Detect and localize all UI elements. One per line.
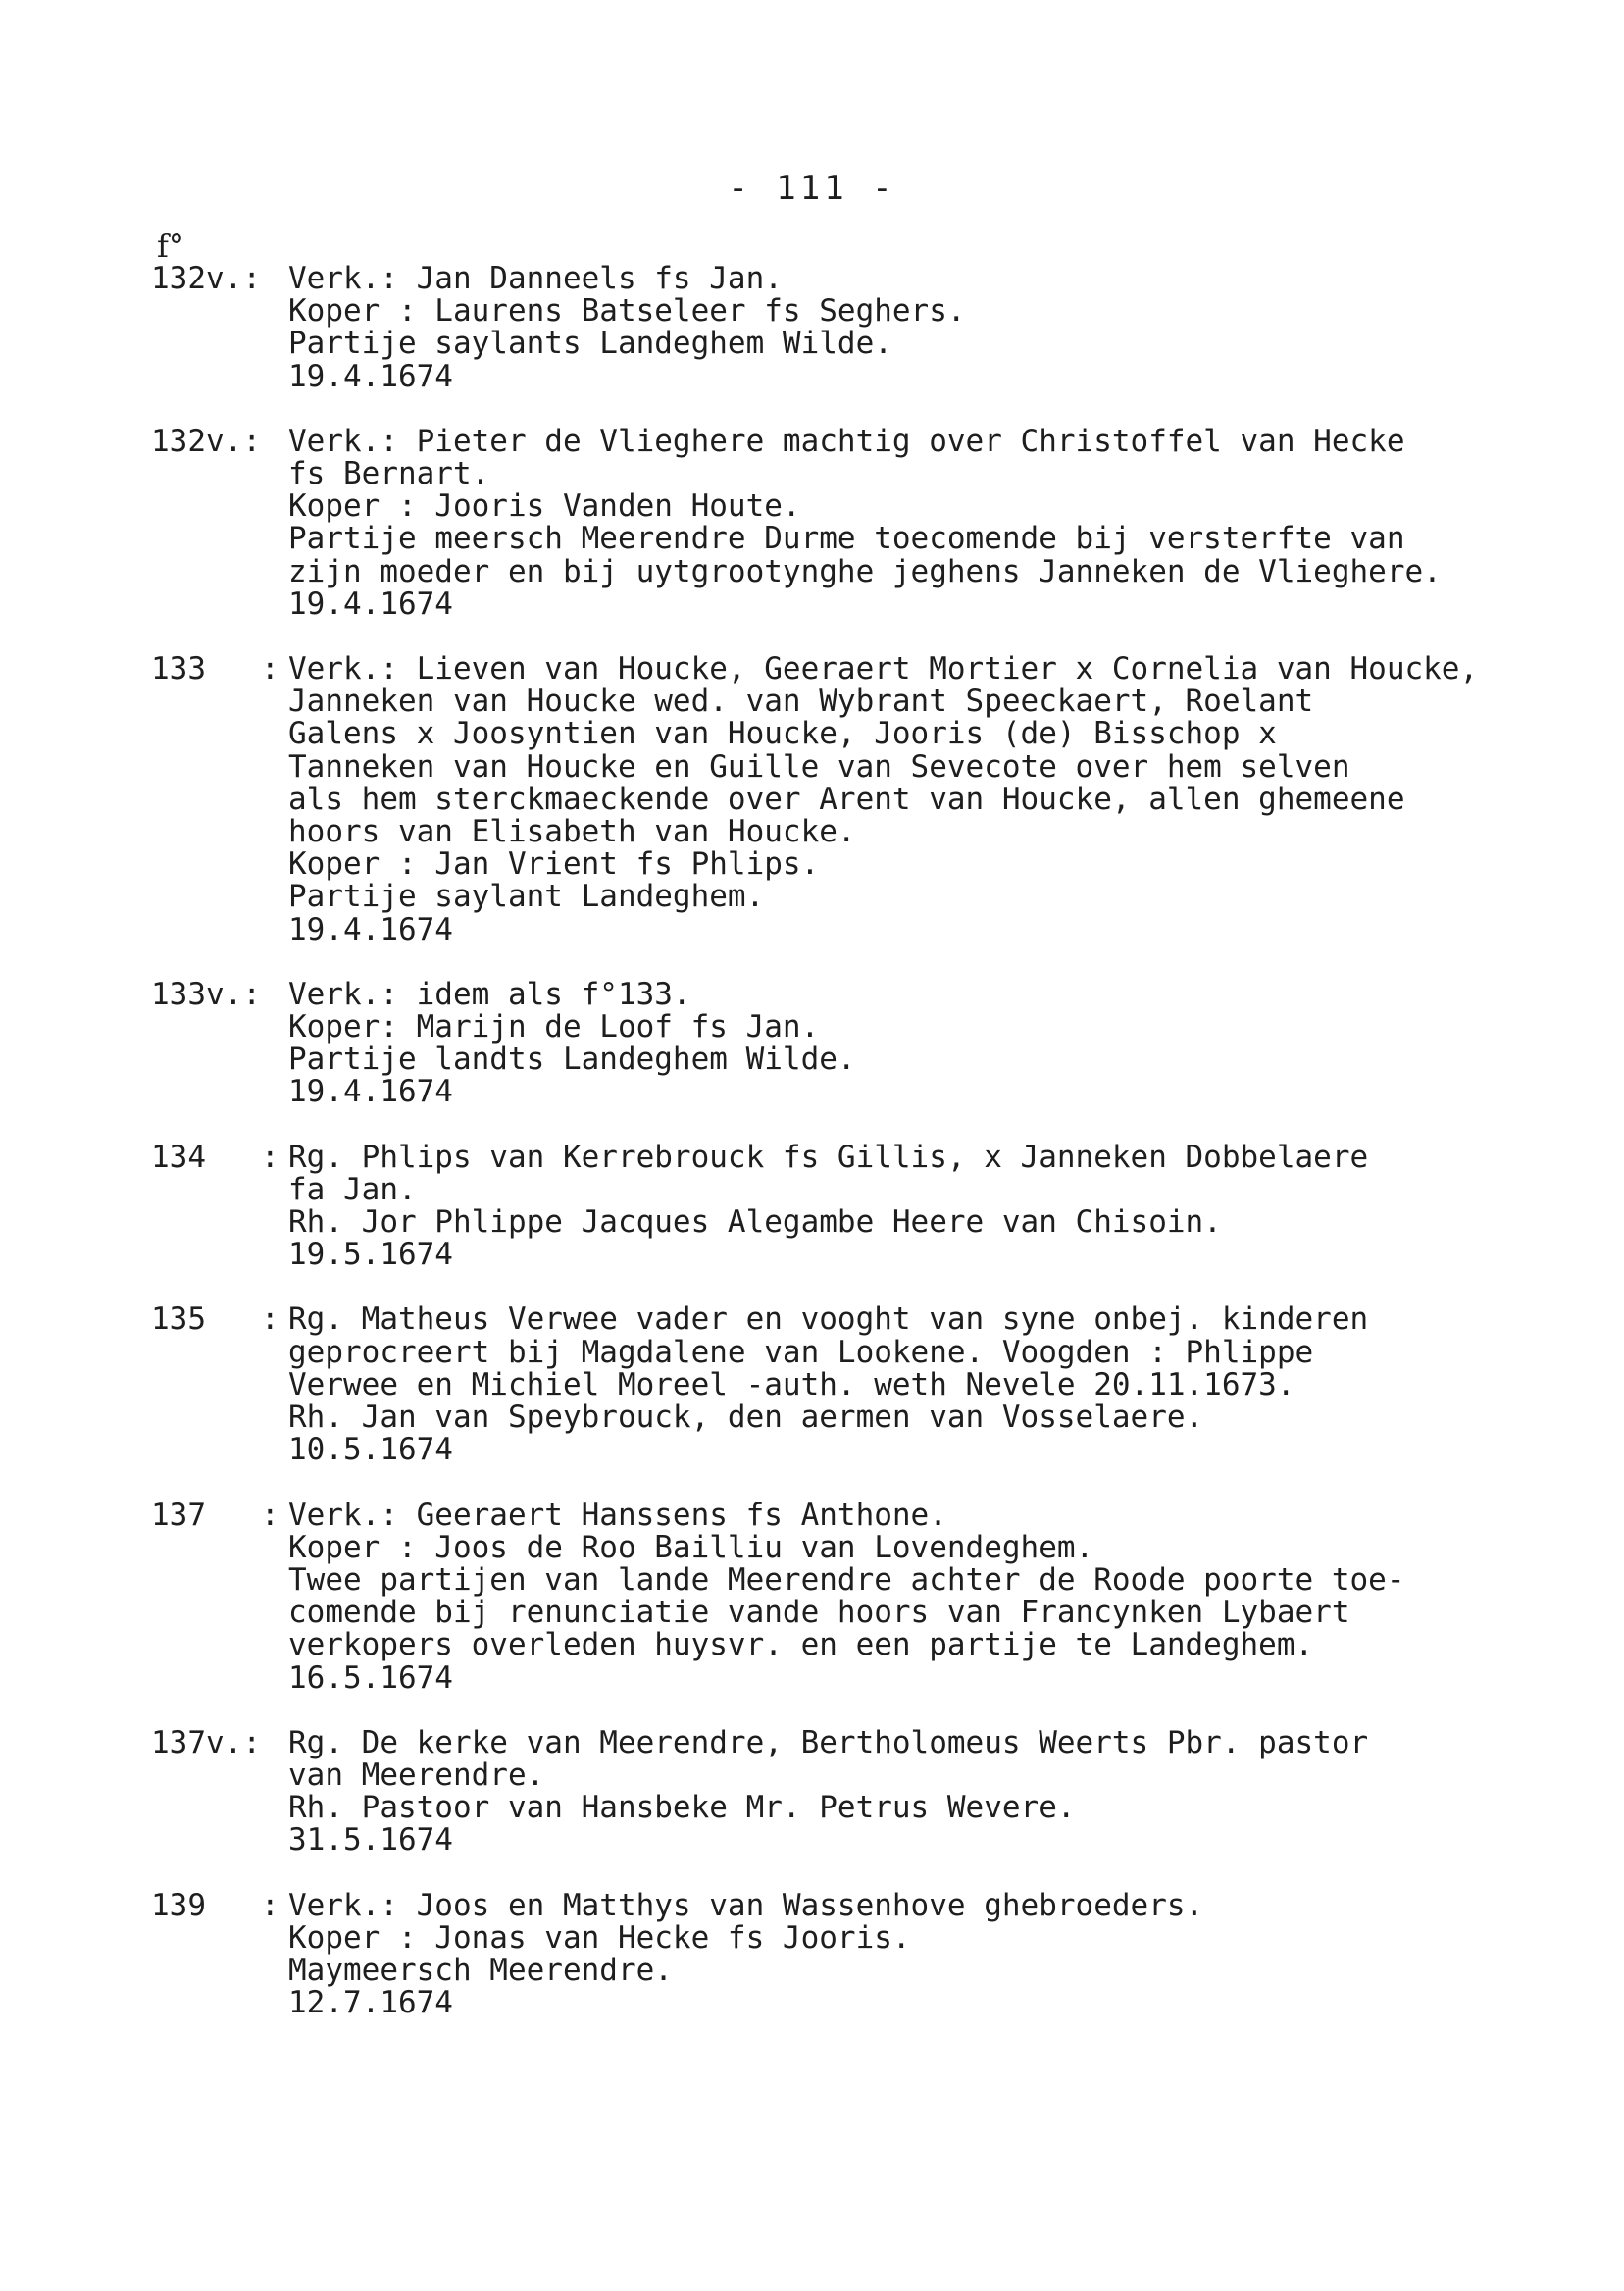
- text-line: Rh. Pastoor van Hansbeke Mr. Petrus Wevere.: [288, 1790, 1076, 1826]
- entry-text: [288, 653, 1593, 946]
- text-line: van Meerendre.: [288, 1756, 545, 1793]
- record-entry: [151, 653, 1593, 946]
- text-line: als hem sterckmaeckende over Arent van Houcke, allen ghemeene: [288, 781, 1405, 817]
- text-line: Verk.: Lieven van Houcke, Geeraert Mortier x Cornelia van Houcke,: [288, 651, 1479, 687]
- entry-text: [288, 1497, 1593, 1696]
- text-line: verkopers overleden huysvr. en een partije te Landeghem.: [288, 1627, 1314, 1663]
- text-line: Koper : Laurens Batseleer fs Seghers.: [288, 293, 966, 330]
- record-entry: [151, 1724, 1593, 1858]
- record-entry: [151, 1303, 1593, 1466]
- text-line: Rh. Jor Phlippe Jacques Alegambe Heere van Chisoin.: [288, 1204, 1222, 1241]
- text-line: Maymeersch Meerendre.: [288, 1952, 673, 1988]
- text-line: Rh. Jan van Speybrouck, den aermen van Vosselaere.: [288, 1400, 1204, 1436]
- text-line: Koper : Jooris Vanden Houte.: [288, 488, 801, 525]
- entry-text: [288, 1303, 1593, 1466]
- text-line: Verwee en Michiel Moreel -auth. weth Nevele 20.11.1673.: [288, 1366, 1295, 1402]
- text-line: 16.5.1674: [288, 1659, 453, 1696]
- folio-reference: 134 :: [151, 1139, 279, 1175]
- text-line: comende bij renunciatie vande hoors van Francynken Lybaert: [288, 1595, 1350, 1631]
- text-line: 19.5.1674: [288, 1237, 453, 1273]
- text-line: Verk.: Pieter de Vlieghere machtig over Christoffel van Hecke: [288, 423, 1405, 459]
- folio-reference: 132v.:: [151, 261, 261, 296]
- record-entry: [151, 976, 1593, 1110]
- text-line: Partije saylant Landeghem.: [288, 879, 765, 915]
- page-number: - 111 -: [728, 169, 896, 208]
- text-line: Koper : Jonas van Hecke fs Jooris.: [288, 1919, 911, 1956]
- text-line: Galens x Joosyntien van Houcke, Jooris (de) Bisschop x: [288, 716, 1277, 752]
- folio-reference: 132v.:: [151, 423, 261, 459]
- text-line: fs Bernart.: [288, 456, 490, 492]
- entry-text: [288, 1139, 1593, 1273]
- text-line: Verk.: Geeraert Hanssens fs Anthone.: [288, 1497, 947, 1533]
- text-line: Koper : Jan Vrient fs Phlips.: [288, 846, 820, 883]
- text-line: 12.7.1674: [288, 1985, 453, 2021]
- record-entry: [151, 1497, 1593, 1696]
- record-entry: [151, 1887, 1593, 2021]
- folio-reference: 137 :: [151, 1497, 279, 1533]
- text-line: Partije landts Landeghem Wilde.: [288, 1042, 856, 1078]
- text-line: Twee partijen van lande Meerendre achter de Roode poorte toe-: [288, 1561, 1405, 1598]
- text-line: Rg. De kerke van Meerendre, Bertholomeus Weerts Pbr. pastor: [288, 1724, 1369, 1760]
- text-line: Koper : Joos de Roo Bailliu van Lovendeghem.: [288, 1529, 1094, 1565]
- text-line: Verk.: Joos en Matthys van Wassenhove ghebroeders.: [288, 1887, 1204, 1923]
- text-line: 19.4.1674: [288, 585, 453, 622]
- text-line: geprocreert bij Magdalene van Lookene. Voogden : Phlippe: [288, 1334, 1314, 1370]
- text-line: Partije meersch Meerendre Durme toecomende bij versterfte van: [288, 521, 1405, 557]
- text-line: fa Jan.: [288, 1171, 417, 1207]
- text-line: Verk.: idem als f°133.: [288, 976, 691, 1012]
- text-line: 19.4.1674: [288, 358, 453, 394]
- text-line: zijn moeder en bij uytgrootynghe jeghens Janneken de Vlieghere.: [288, 553, 1442, 589]
- folio-reference: 137v.:: [151, 1724, 261, 1760]
- entry-text: [288, 423, 1593, 622]
- folio-reference: 133v.:: [151, 976, 261, 1012]
- entry-text: [288, 1887, 1593, 2021]
- record-entry: [151, 423, 1593, 622]
- text-line: Koper: Marijn de Loof fs Jan.: [288, 1009, 820, 1045]
- text-line: hoors van Elisabeth van Houcke.: [288, 814, 856, 850]
- folio-reference: 135 :: [151, 1301, 279, 1338]
- record-entry: [151, 263, 1593, 393]
- text-line: 19.4.1674: [288, 911, 453, 947]
- entry-list: [151, 263, 1593, 2052]
- text-line: Rg. Matheus Verwee vader en vooght van syne onbej. kinderen: [288, 1301, 1369, 1338]
- folio-label: f°: [157, 228, 184, 265]
- text-line: Janneken van Houcke wed. van Wybrant Speeckaert, Roelant: [288, 684, 1314, 720]
- text-line: 19.4.1674: [288, 1074, 453, 1110]
- folio-reference: 139 :: [151, 1887, 279, 1923]
- text-line: 10.5.1674: [288, 1432, 453, 1468]
- entry-text: [288, 263, 1593, 393]
- entry-text: [288, 976, 1593, 1110]
- text-line: Rg. Phlips van Kerrebrouck fs Gillis, x Janneken Dobbelaere: [288, 1139, 1369, 1175]
- record-entry: [151, 1139, 1593, 1273]
- entry-text: [288, 1724, 1593, 1858]
- text-line: Partije saylants Landeghem Wilde.: [288, 326, 892, 362]
- text-line: Tanneken van Houcke en Guille van Sevecote over hem selven: [288, 748, 1350, 785]
- text-line: Verk.: Jan Danneels fs Jan.: [288, 261, 783, 296]
- folio-reference: 133 :: [151, 651, 279, 687]
- text-line: 31.5.1674: [288, 1822, 453, 1858]
